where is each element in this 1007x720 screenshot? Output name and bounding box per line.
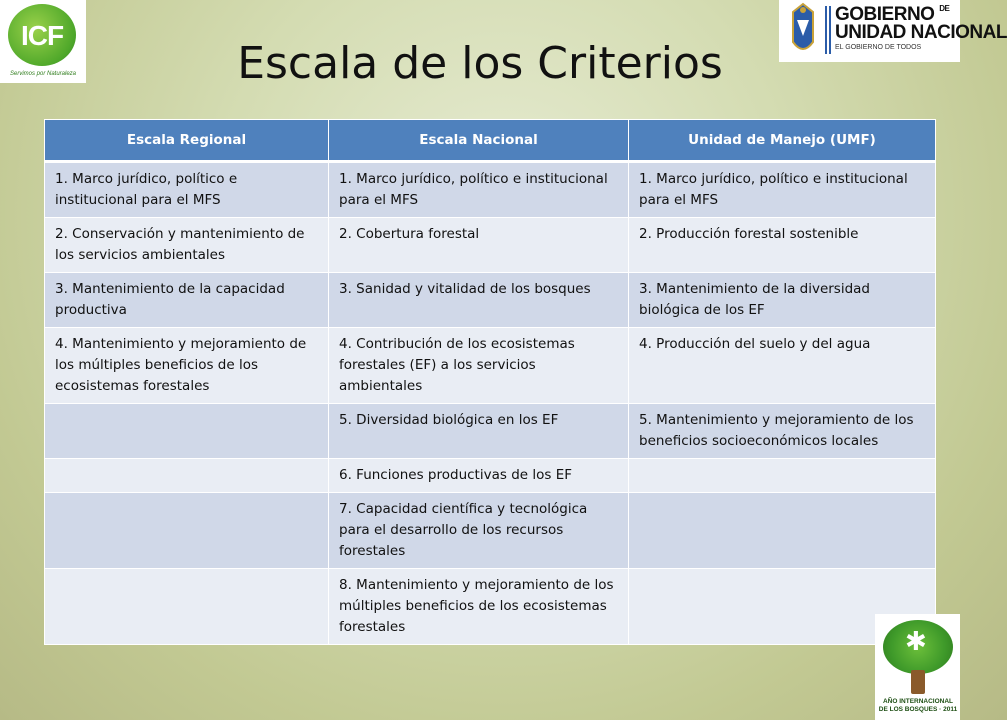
table-cell: [45, 459, 329, 493]
table-cell: 3. Sanidad y vitalidad de los bosques: [329, 273, 629, 328]
table-cell: 1. Marco jurídico, político e institucional para el MFS: [329, 162, 629, 218]
gobierno-logo-line3: EL GOBIERNO DE TODOS: [835, 44, 922, 51]
page-title: Escala de los Criterios: [237, 38, 723, 89]
table-cell: 4. Producción del suelo y del agua: [629, 328, 936, 404]
table-cell: 4. Contribución de los ecosistemas forestales (EF) a los servicios ambientales: [329, 328, 629, 404]
table-cell: 4. Mantenimiento y mejoramiento de los múltiples beneficios de los ecosistemas forestales: [45, 328, 329, 404]
table-header-row: [45, 120, 936, 162]
table-cell: 2. Producción forestal sostenible: [629, 218, 936, 273]
table-cell: 7. Capacidad científica y tecnológica para el desarrollo de los recursos forestales: [329, 493, 629, 569]
table-cell: [45, 493, 329, 569]
table-cell: 2. Cobertura forestal: [329, 218, 629, 273]
table-row: [45, 273, 936, 328]
ano-internacional-bosques-logo: [875, 614, 960, 720]
gobierno-logo-line2: UNIDAD NACIONAL: [835, 22, 1007, 43]
table-cell: [629, 493, 936, 569]
table-cell: 2. Conservación y mantenimiento de los servicios ambientales: [45, 218, 329, 273]
table-cell: 5. Mantenimiento y mejoramiento de los beneficios socioeconómicos locales: [629, 404, 936, 459]
table-cell: 1. Marco jurídico, político e institucional para el MFS: [629, 162, 936, 218]
table-row: [45, 218, 936, 273]
icf-logo-text: ICF: [20, 20, 64, 51]
table-cell: 8. Mantenimiento y mejoramiento de los múltiples beneficios de los ecosistemas forestales: [329, 569, 629, 645]
table-cell: 3. Mantenimiento de la capacidad productiva: [45, 273, 329, 328]
ano-logo-line2: DE LOS BOSQUES · 2011: [878, 706, 958, 713]
tree-trunk-icon: [911, 670, 925, 694]
gobierno-logo-line1: GOBIERNO: [835, 4, 935, 25]
table-cell: 5. Diversidad biológica en los EF: [329, 404, 629, 459]
table-cell: [629, 459, 936, 493]
table-cell: 1. Marco jurídico, político e institucional para el MFS: [45, 162, 329, 218]
table-cell: [45, 404, 329, 459]
table-row: [45, 162, 936, 218]
table-row: [45, 569, 936, 645]
table-cell: 6. Funciones productivas de los EF: [329, 459, 629, 493]
gobierno-logo-de: DE: [939, 4, 950, 13]
column-header-regional: Escala Regional: [45, 120, 329, 162]
person-icon: ✱: [905, 626, 927, 656]
table-row: [45, 404, 936, 459]
criteria-table: [44, 119, 936, 645]
table-row: [45, 459, 936, 493]
column-header-nacional: Escala Nacional: [329, 120, 629, 162]
table-cell: 3. Mantenimiento de la diversidad biológica de los EF: [629, 273, 936, 328]
table-cell: [45, 569, 329, 645]
table-row: [45, 493, 936, 569]
column-header-umf: Unidad de Manejo (UMF): [629, 120, 936, 162]
table-row: [45, 328, 936, 404]
icf-logo-tagline: Servimos por Naturaleza: [9, 71, 77, 77]
ano-logo-line1: AÑO INTERNACIONAL: [882, 698, 954, 705]
